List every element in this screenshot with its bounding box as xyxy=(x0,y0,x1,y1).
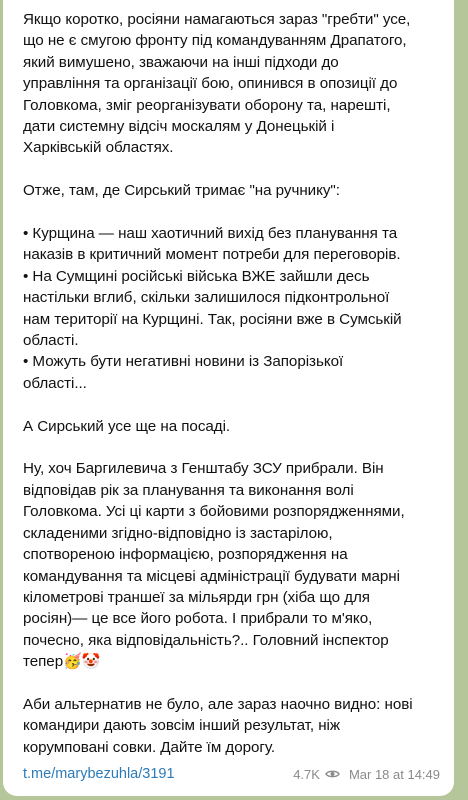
message-paragraph-4: А Сирський усе ще на посаді. xyxy=(23,417,231,435)
message-meta xyxy=(293,767,440,782)
message-paragraph-5-text: Ну, хоч Баргилевича з Генштабу ЗСУ прибрали. Він відповідав рік за планування та виконання волі Головкома. Усі ці карти з бойовими розпорядженнями, складеними згідно-відповідно із застарілою, спотвореною інформацією, розпорядження на командування та місцеві адміністрації будувати марні кілометрові траншеї за мільярди грн (хіба що для росіян)— це все його робота. І прибрали то м'яко, почесно, яка відповідальність?.. Головний інспектор тепер xyxy=(23,460,405,671)
message-paragraph-6: Аби альтернатив не було, але зараз наочно видно: нові командири дають зовсім інший результат, ніж корумповані совки. Дайте їм дорогу. xyxy=(23,695,413,756)
message-paragraph-2: Отже, там, де Сирський тримає "на ручнику": xyxy=(23,182,340,200)
post-link[interactable]: t.me/marybezuhla/3191 xyxy=(23,766,175,782)
message-paragraph-5 xyxy=(23,458,440,672)
message-footer xyxy=(23,763,440,785)
message-date: Mar 18 at 14:49 xyxy=(348,766,440,782)
message-text xyxy=(23,9,440,758)
view-count: 4.7K xyxy=(293,766,320,782)
eye-icon xyxy=(325,769,340,779)
party-face-emoji: 🥳 xyxy=(63,652,82,671)
clown-face-emoji: 🤡 xyxy=(81,652,101,671)
message-bubble xyxy=(3,0,454,796)
message-paragraph-3: • Курщина — наш хаотичний вихід без планування та наказів в критичний момент потреби для переговорів. • На Сумщині російські війська ВЖЕ зайшли десь настільки вглиб, скільки залишилося підконтрольної нам території на Курщині. Так, росіяни вже в Сумській області. • Можуть бути негативні новини із Запорізької області... xyxy=(23,225,402,392)
message-paragraph-1: Якщо коротко, росіяни намагаються зараз "гребти" усе, що не є смугою фронту під командуванням Драпатого, який вимушено, зважаючи на інші підходи до управління та організації бою, опинився в опозиції до Головкома, зміг реорганізувати оборону та, нарешті, дати системну відсіч москалям у Донецькій і Харківській областях. xyxy=(23,11,411,157)
